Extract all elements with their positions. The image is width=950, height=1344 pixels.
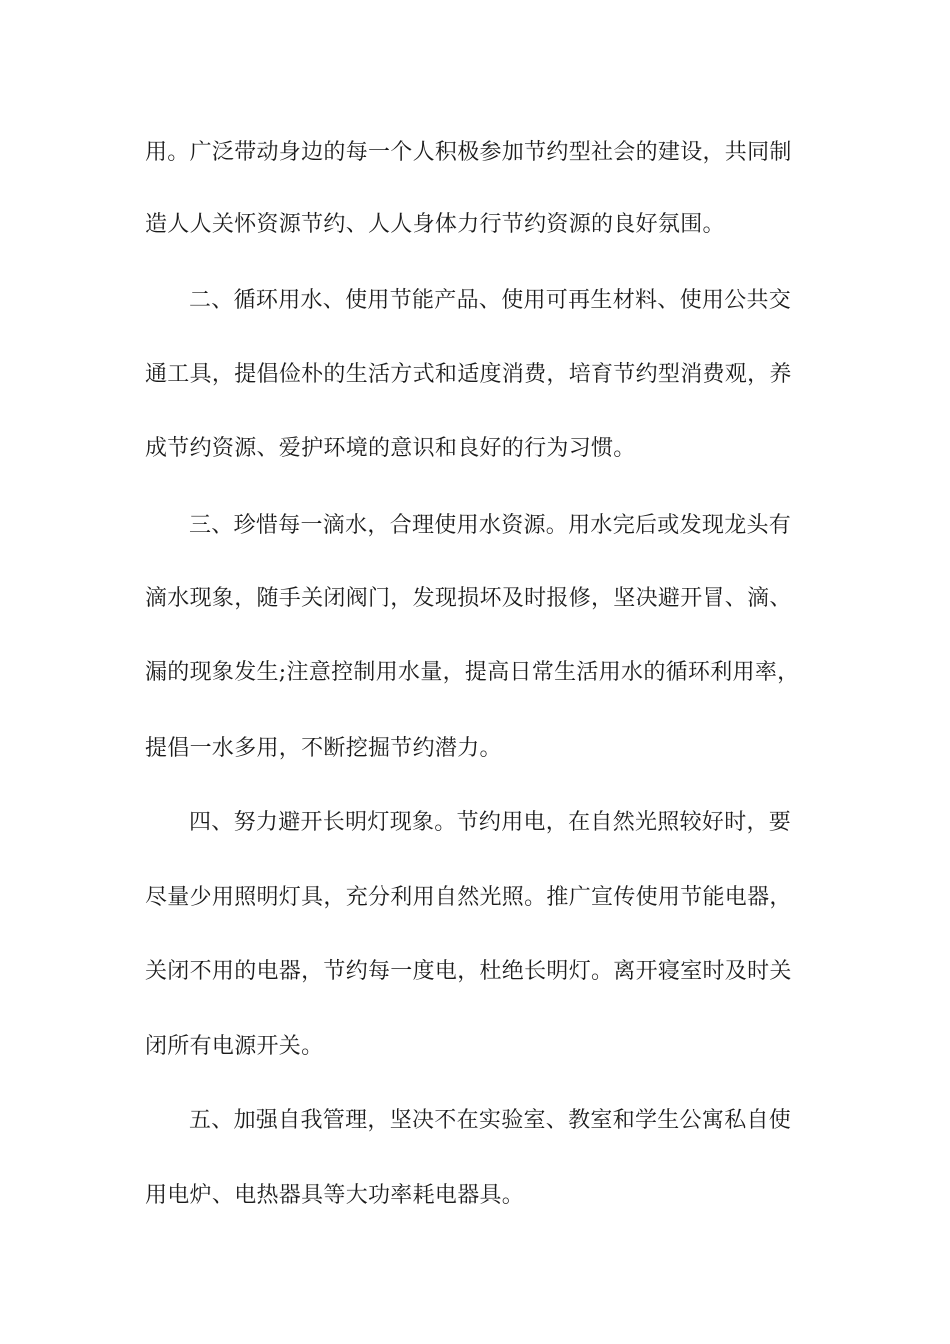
text-line-15: 用电炉、电热器具等大功率耗电器具。 [145, 1183, 525, 1208]
text-line-9: 提倡一水多用，不断挖掘节约潜力。 [145, 736, 502, 761]
text-line-13: 闭所有电源开关。 [145, 1034, 324, 1059]
paragraph-4-start: 四、努力避开长明灯现象。节约用电，在自然光照较好时，要 [189, 810, 792, 835]
paragraph-5-start: 五、加强自我管理，坚决不在实验室、教室和学生公寓私自使 [189, 1108, 792, 1133]
paragraph-3-start: 三、珍惜每一滴水，合理使用水资源。用水完后或发现龙头有 [189, 513, 792, 538]
text-line-12: 关闭不用的电器，节约每一度电，杜绝长明灯。离开寝室时及时关 [145, 959, 792, 984]
text-line-4: 通工具，提倡俭朴的生活方式和适度消费，培育节约型消费观，养 [145, 362, 792, 387]
text-line-5: 成节约资源、爱护环境的意识和良好的行为习惯。 [145, 436, 636, 461]
text-line-7: 滴水现象，随手关闭阀门，发现损坏及时报修，坚决避开冒、滴、 [145, 586, 792, 611]
text-line-2: 造人人关怀资源节约、人人身体力行节约资源的良好氛围。 [145, 212, 725, 237]
text-line-8: 漏的现象发生;注意控制用水量，提高日常生活用水的循环利用率， [145, 660, 800, 685]
text-line-1: 用。广泛带动身边的每一个人积极参加节约型社会的建设，共同制 [145, 140, 792, 165]
text-line-11: 尽量少用照明灯具，充分利用自然光照。推广宣传使用节能电器， [145, 885, 792, 910]
paragraph-2-start: 二、循环用水、使用节能产品、使用可再生材料、使用公共交 [189, 288, 792, 313]
